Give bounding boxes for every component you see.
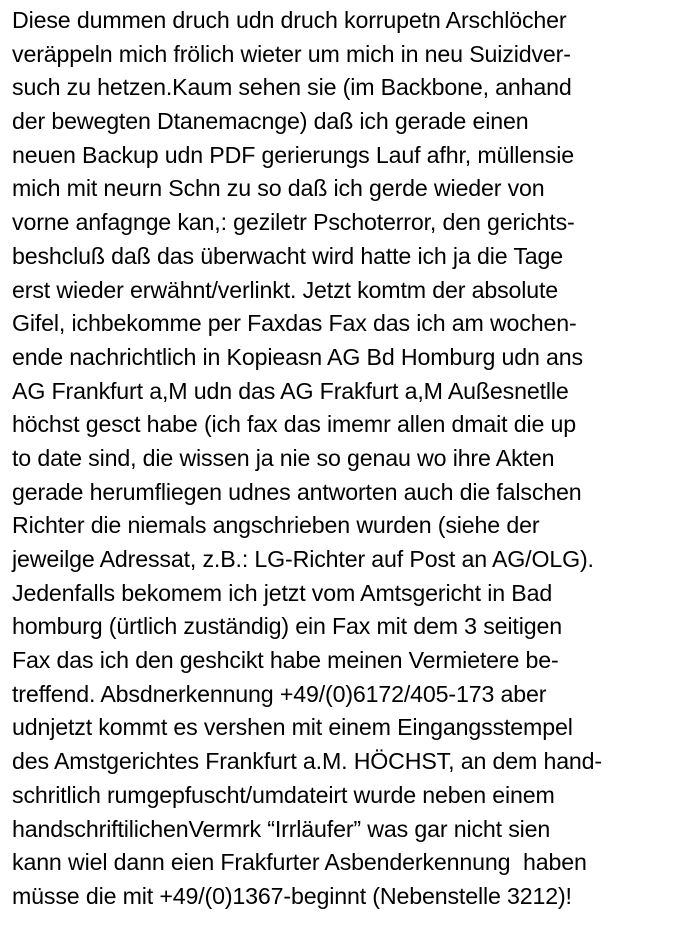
text-line: Diese dummen druch udn druch korrupetn Arschlöcher — [12, 7, 567, 33]
text-line: mich mit neurn Schn zu so daß ich gerde wieder von — [12, 175, 545, 202]
text-line: höchst gesct habe (ich fax das imemr allen dmait die up — [12, 411, 576, 438]
body-text — [12, 4, 684, 914]
text-line: des Amstgerichtes Frankfurt a.M. HÖCHST, an dem hand- — [12, 748, 602, 775]
text-line: Gifel, ichbekomme per Faxdas Fax das ich am wochen- — [12, 310, 577, 337]
text-line: müsse die mit +49/(0)1367-beginnt (Nebenstelle 3212)! — [12, 882, 572, 909]
text-line: Richter die niemals angschrieben wurden (siehe der — [12, 512, 540, 539]
text-line: udnjetzt kommt es vershen mit einem Eingangsstempel — [12, 714, 573, 741]
text-line: homburg (ürtlich zuständig) ein Fax mit dem 3 seitigen — [12, 613, 562, 640]
text-line: Jedenfalls bekomem ich jetzt vom Amtsgericht in Bad — [12, 579, 553, 606]
text-line: to date sind, die wissen ja nie so genau wo ihre Akten — [12, 444, 555, 471]
text-line: kann wiel dann eien Frakfurter Asbenderkennung haben — [12, 849, 587, 876]
text-line: erst wieder erwähnt/verlinkt. Jetzt komtm der absolute — [12, 276, 559, 303]
text-line: schritlich rumgepfuscht/umdateirt wurde neben einem — [12, 781, 555, 808]
text-line: vorne anfagnge kan,: geziletr Pschoterror, den gerichts- — [12, 209, 575, 236]
text-line: beshcluß daß das überwacht wird hatte ich ja die Tage — [12, 242, 564, 269]
text-line: treffend. Absdnerkennung +49/(0)6172/405-173 aber — [12, 680, 547, 707]
text-line: such zu hetzen.Kaum sehen sie (im Backbone, anhand — [12, 74, 572, 101]
text-line: Fax das ich den geshcikt habe meinen Vermietere be- — [12, 647, 559, 674]
text-line: jeweilge Adressat, z.B.: LG-Richter auf Post an AG/OLG). — [12, 546, 594, 572]
text-line: neuen Backup udn PDF gerierungs Lauf afhr, müllensie — [12, 141, 574, 168]
text-line: AG Frankfurt a,M udn das AG Frakfurt a,M Außesnetlle — [12, 377, 569, 404]
text-line: handschriftilichenVermrk “Irrläufer” was gar nicht sien — [12, 815, 551, 842]
text-line: veräppeln mich frölich wieter um mich in neu Suizidver- — [12, 40, 571, 67]
text-line: gerade herumfliegen udnes antworten auch die falschen — [12, 478, 582, 505]
text-line: der bewegten Dtanemacnge) daß ich gerade einen — [12, 108, 529, 135]
text-line: ende nachrichtlich in Kopieasn AG Bd Homburg udn ans — [12, 343, 583, 370]
